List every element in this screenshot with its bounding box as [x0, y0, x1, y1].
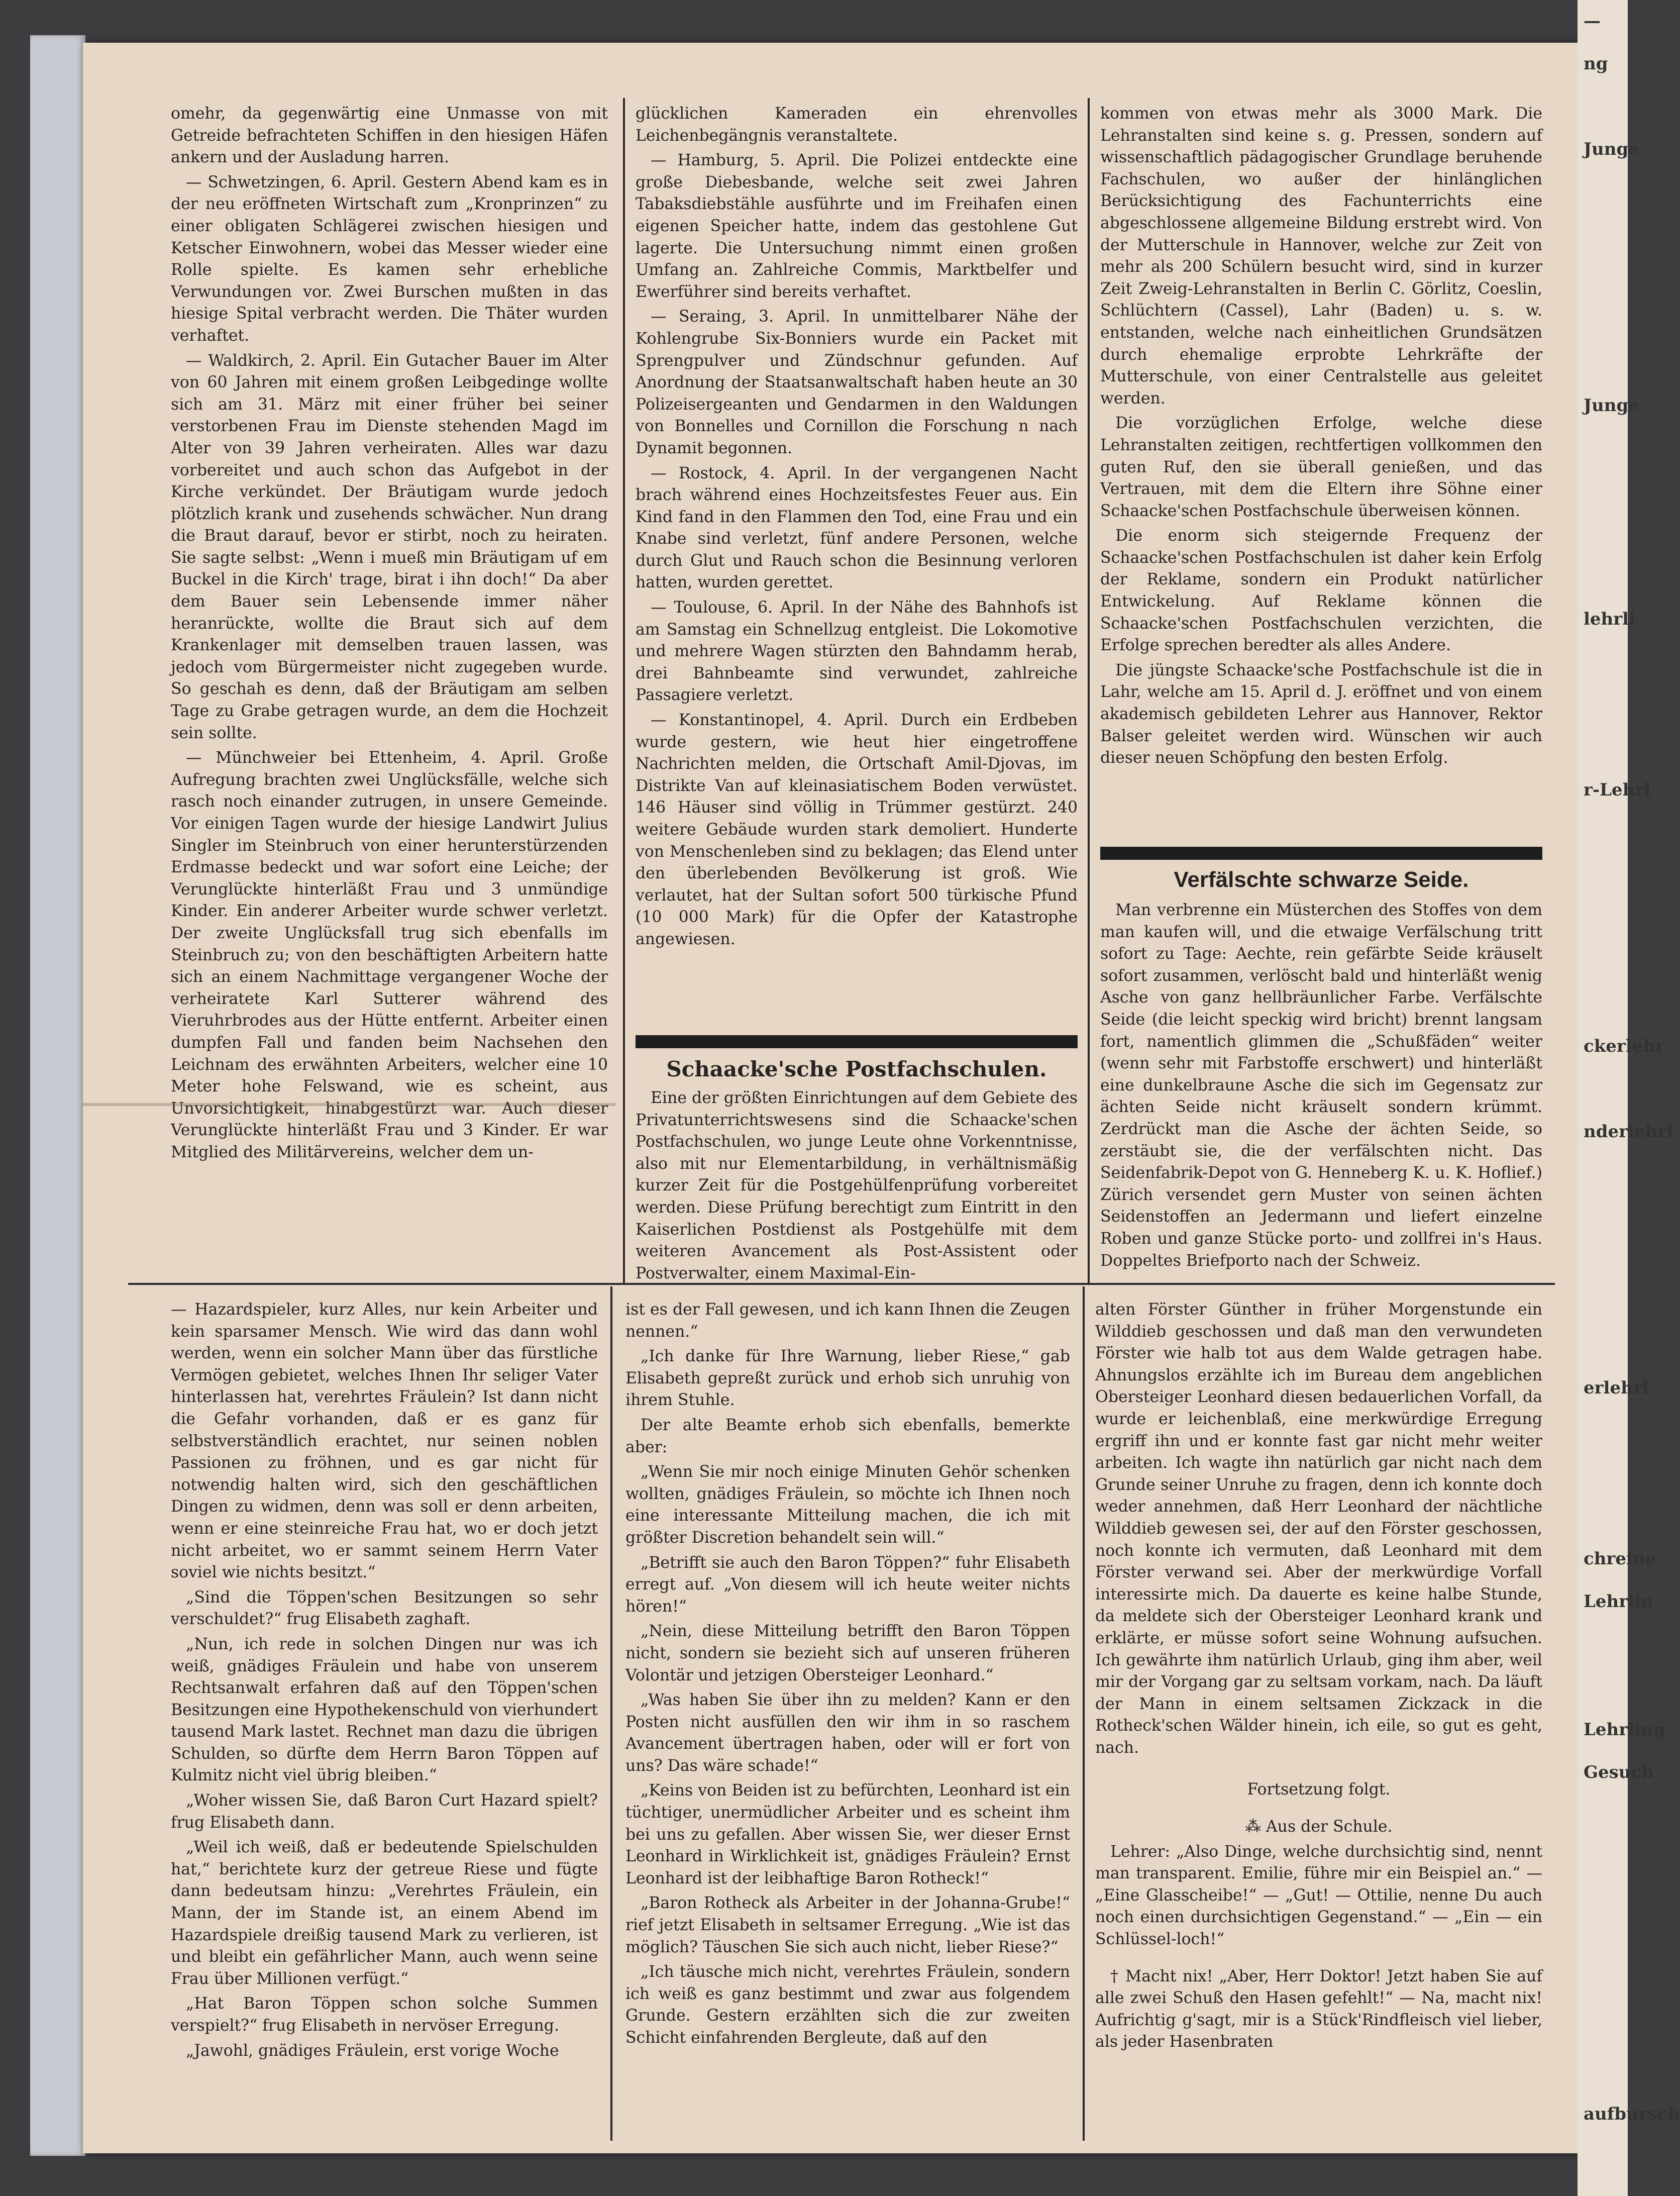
- bottom-right-column: [1095, 1299, 1542, 2056]
- edge-text-fragment: [1584, 854, 1628, 897]
- edge-text-fragment: [1584, 171, 1628, 214]
- edge-text-fragment: [1584, 1068, 1628, 1111]
- story-paragraph: „Weil ich weiß, daß er bedeutende Spielschulden hat,“ berichtete kurz der getreue Riese und fügte dann bedeutsam hinzu: „Verehrtes Fräulein, ein Mann, der im Stande ist, an einem Abend im Hazardspiele dreißig tausend Mark zu verlieren, ist und bleibt ein gefährlicher Mann, auch wenn seine Frau über Millionen verfügt.“: [171, 1838, 598, 1988]
- edge-text-fragment: [1584, 1879, 1628, 1922]
- edge-text-fragment: Junge: [1584, 395, 1639, 416]
- edge-text-fragment: [1584, 1239, 1628, 1281]
- edge-text-fragment: [1584, 1281, 1628, 1324]
- newspaper-page: [83, 43, 1580, 2153]
- article-paragraph: — Toulouse, 6. April. In der Nähe des Bahnhofs ist am Samstag ein Schnellzug entgleist. Die Lokomotive und mehrere Wagen stürzten den Bahndamm herab, drei Bahnbeamte sind verwundet, zahlreiche Passagiere verletzt.: [636, 598, 1078, 705]
- edge-text-fragment: nderlehrl: [1584, 1122, 1673, 1142]
- story-paragraph: „Baron Rotheck als Arbeiter in der Johanna-Grube!“ rief jetzt Elisabeth in seltsamer Erregung. „Wie ist das möglich? Täuschen Sie sich auch nicht, lieber Riese?“: [625, 1894, 1070, 1956]
- story-paragraph: „Sind die Töppen'schen Besitzungen so sehr verschuldet?“ frug Elisabeth zaghaft.: [171, 1588, 598, 1629]
- article-paragraph: — Münchweier bei Ettenheim, 4. April. Große Aufregung brachten zwei Unglücksfälle, welche sich rasch noch einander zutrugen, in unsere Gemeinde. Vor einigen Tagen wurde der hiesige Landwirt Julius Singler im Steinbruch von einer herunterstürzenden Erdmasse bedeckt und war sofort eine Leiche; der Verunglückte hinterläßt Frau und 3 unmündige Kinder. Ein anderer Arbeiter wurde schwer verletzt. Der zweite Unglücksfall trug sich ebenfalls im Steinbruch zu; von den beschäftigten Arbeitern hatte sich an einem Nachmittage vergangener Woche der verheiratete Karl Sutterer während des Vieruhrbrodes aus der Hütte entfernt. Arbeiter einen dumpfen Fall und fanden beim Nachsehen den Leichnam des erwähnten Arbeiters, welcher eine 10 Meter hohe Felswand, wie es scheint, aus Unvorsichtigkeit, hinabgestürzt war. Auch dieser Verunglückte hinterläßt Frau und 3 Kinder. Er war Mitglied des Militärvereins, welcher dem un-: [171, 749, 608, 1161]
- edge-text-fragment: [1584, 1153, 1628, 1196]
- edge-text-fragment: [1584, 470, 1628, 513]
- edge-text-fragment: ng: [1584, 54, 1608, 74]
- edge-text-fragment: aufbursch: [1584, 2104, 1680, 2124]
- article-paragraph: glücklichen Kameraden ein ehrenvolles Leichenbegängnis veranstaltete.: [636, 105, 1078, 145]
- ad-paragraph: Man verbrenne ein Müsterchen des Stoffes von dem man kaufen will, und die etwaige Verfälschung tritt sofort zu Tage: Aechte, rein gefärbte Seide kräuselt sofort zusammen, verlöscht bald und hinterläßt wenig Asche von ganz hellbräunlicher Farbe. Verfälschte Seide (die leicht speckig wird bricht) brennt langsam fort, namentlich glimmen die „Schußfäden“ weiter (wenn sehr mit Farbstoffe erschwert) und hinterläßt eine dunkelbraune Asche die sich im Gegensatz zur ächten Seide nicht kräuselt sondern krümmt. Zerdrückt man die Asche der ächten Seide, so zerstäubt sie, die der verfälschten nicht. Das Seidenfabrik-Depot von G. Henneberg K. u. K. Hoflief.) Zürich versendet gern Muster von seinen ächten Seidenstoffen an Jedermann und liefert einzelne Roben und ganze Stücke porto- und zollfrei in's Haus. Doppeltes Briefporto nach der Schweiz.: [1100, 901, 1542, 1270]
- edge-text-fragment: lehrli: [1584, 609, 1636, 629]
- edge-text-fragment: Gesuch: [1584, 1762, 1654, 1782]
- article-paragraph: kommen von etwas mehr als 3000 Mark. Die Lehranstalten sind keine s. g. Pressen, sondern auf wissenschaftlich pädagogischer Grundlage beruhende Fachschulen, wo außer der hinlänglichen Berücksichtigung des Fachunterrichts eine abgeschlossene allgemeine Bildung erstrebt wird. Von der Mutterschule in Hannover, welche zur Zeit von mehr als 200 Schülern besucht wird, sind in kurzer Zeit Zweig-Lehranstalten in Berlin C. Görlitz, Coeslin, Schlüchtern (Cassel), Lahr (Baden) u. s. w. entstanden, welche nach einheitlichen Grundsätzen durch ehemalige erprobte Lehrkräfte der Mutterschule, von einer Centralstelle aus geleitet werden.: [1100, 105, 1542, 408]
- story-paragraph: „Keins von Beiden ist zu befürchten, Leonhard ist ein tüchtiger, unermüdlicher Arbeiter und es scheint ihm bei uns zu gefallen. Aber wissen Sie, wer dieser Ernst Leonhard in Wirklichkeit ist, gnädiges Fräulein? Ernst Leonhard ist der leibhaftige Baron Rotheck!“: [625, 1781, 1070, 1887]
- edge-text-fragment: r-Lehrl: [1584, 780, 1651, 800]
- story-paragraph: „Jawohl, gnädiges Fräulein, erst vorige Woche: [186, 2041, 559, 2060]
- edge-text-fragment: [1584, 214, 1628, 256]
- story-paragraph: „Wenn Sie mir noch einige Minuten Gehör schenken wollten, gnädiges Fräulein, so möchte ich Ihnen noch eine interessante Mitteilung machen, die ich mit größter Discretion behandelt sein will.“: [625, 1463, 1070, 1547]
- edge-text-fragment: Junge: [1584, 139, 1639, 159]
- edge-text-fragment: [1584, 427, 1628, 470]
- edge-text-fragment: [1584, 256, 1628, 299]
- edge-text-fragment: [1584, 1324, 1628, 1367]
- silk-ad-title: Verfälschte schwarze Seide.: [1174, 867, 1469, 892]
- edge-text-fragment: [1584, 1794, 1628, 1837]
- edge-text-fragment: [1584, 726, 1628, 769]
- story-paragraph: „Hat Baron Töppen schon solche Summen verspielt?“ frug Elisabeth in nervöser Erregung.: [171, 1994, 598, 2035]
- edge-text-fragment: ckerlehr: [1584, 1036, 1664, 1056]
- story-paragraph: alten Förster Günther in früher Morgenstunde ein Wilddieb geschossen und daß man den verwundeten Förster wie halb tot aus dem Walde getragen habe. Ahnungslos erzählte ich im Bureau dem angeblichen Obersteiger Leonhard diesen bedauerlichen Vorfall, da wurde er leichenblaß, eine merkwürdige Erregung ergriff ihn und er konnte fast gar nicht mehr weiter arbeiten. Ich wagte ihn natürlich gar nicht nach dem Grunde seiner Unruhe zu fragen, denn ich konnte doch weder annehmen, daß Herr Leonhard der nächtliche Wilddieb gewesen sei, der auf den Förster geschossen, noch konnte ich vermuten, daß Leonhard mit dem Förster verwand sei. Aber der merkwürdige Vorfall interessirte mich. Da dauerte es keine halbe Stunde, da meldete sich der Obersteiger Leonhard krank und erklärte, er müsse sofort seine Wohnung aufsuchen. Ich gewährte ihm natürlich Urlaub, ging ihm aber, weil mir der Vorgang gar zu seltsam vorkam, nach. Da läuft der Mann in einem seltsamen Zickzack in die Rotheck'schen Wälder hinein, ich eile, so gut es geht, nach.: [1095, 1301, 1542, 1757]
- edge-text-fragment: [1584, 1837, 1628, 1879]
- adjacent-page-edge: [1578, 0, 1680, 2196]
- article-paragraph: — Rostock, 4. April. In der vergangenen Nacht brach während eines Hochzeitsfestes Feuer aus. Ein Kind fand in den Flammen den Tod, eine Frau und ein Knabe sind verletzt, fünf andere Personen, welche durch Glut und Rauch schon die Besinnung verloren hatten, wurden gerettet.: [636, 464, 1078, 592]
- edge-text-fragment: [1584, 1922, 1628, 1965]
- top-middle-column: [636, 103, 1078, 954]
- article-paragraph: — Seraing, 3. April. In unmittelbarer Nähe der Kohlengrube Six-Bonniers wurde ein Packet mit Sprengpulver und Zündschnur gefunden. Auf Anordnung der Staatsanwaltschaft haben heute an 30 Polizeisergeanten und Gendarmen in den Waldungen von Bonnelles und Cornillon die Forschung n nach Dynamit begonnen.: [636, 308, 1078, 457]
- article-paragraph: — Schwetzingen, 6. April. Gestern Abend kam es in der neu eröffneten Wirtschaft zum „Kronprinzen“ zu einer obligaten Schlägerei zwischen hiesigen und Ketscher Einwohnern, wobei das Messer wieder eine Rolle spielte. Es kamen sehr erhebliche Verwundungen vor. Zwei Burschen mußten in das hiesige Spital verbracht werden. Die Thäter wurden verhaftet.: [171, 173, 608, 345]
- edge-text-fragment: [1584, 299, 1628, 342]
- edge-text-fragment: [1584, 1452, 1628, 1495]
- joke-paragraph: Lehrer: „Also Dinge, welche durchsichtig sind, nennt man transparent. Emilie, führe mir ein Beispiel an.“ — „Eine Glasscheibe!“ — „Gut! — Ottilie, nenne Du auch noch einen durchsichtigen Gegenstand.“ — „Ein — ein Schlüssel-loch!“: [1095, 1842, 1542, 1949]
- story-paragraph: — Hazardspieler, kurz Alles, nur kein Arbeiter und kein sparsamer Mensch. Wie wird das dann wohl werden, wenn ein solcher Mann über das fürstliche Vermögen gebietet, welches Ihnen Ihr seliger Vater hinterlassen hat, verehrtes Fräulein? Ist dann nicht die Gefahr vorhanden, daß er es ganz für selbstverständlich erachtet, nur seinen noblen Passionen zu fröhnen, und es gar nicht für notwendig halten wird, sich den geschäftlichen Dingen zu widmen, denn was soll er denn arbeiten, wenn er eine steinreiche Frau hat, wo er doch jetzt nicht arbeitet, wo er sammt seinem Herrn Vater soviel wie nichts besitzt.“: [171, 1301, 598, 1582]
- column-rule-top-2: [1088, 98, 1090, 1284]
- article-paragraph: — Waldkirch, 2. April. Ein Gutacher Bauer im Alter von 60 Jahren mit einem großen Leibgedinge wollte sich am 31. März mit einer früher bei seiner verstorbenen Frau im Dienste stehenden Magd im Alter von 39 Jahren verheiraten. Alles war dazu vorbereitet und auch schon das Aufgebot in der Kirche verkündet. Der Bräutigam wurde jedoch plötzlich krank und zusehends schwächer. Nun drang die Braut darauf, bevor er stirbt, noch zu heiraten. Sie sagte selbst: „Wenn i mueß min Bräutigam uf em Buckel in die Kirch' trage, birat i ihn doch!“ Da aber dem Bauer sein Lebensende immer näher heranrückte, wollte die Braut sich auf dem Krankenlager mit demselben trauen lassen, was jedoch vom Bürgermeister nicht zugegeben wurde. So geschah es denn, daß der Bräutigam am selben Tage zu Grabe getragen wurde, an dem die Hochzeit sein sollte.: [171, 351, 608, 742]
- postfachschulen-article: [636, 1050, 1078, 1287]
- edge-text-fragment: [1584, 683, 1628, 726]
- story-paragraph: „Woher wissen Sie, daß Baron Curt Hazard spielt? frug Elisabeth dann.: [171, 1791, 598, 1832]
- edge-text-fragment: [1584, 85, 1628, 128]
- edge-text-fragment: [1584, 555, 1628, 598]
- book-binding-strip: [30, 35, 85, 2156]
- silk-advertisement: [1100, 859, 1542, 1275]
- bottom-left-column: [171, 1299, 598, 2065]
- edge-text-fragment: [1584, 641, 1628, 683]
- edge-text-fragment: [1584, 940, 1628, 982]
- edge-text-fragment: [1584, 1623, 1628, 1666]
- edge-text-fragment: [1584, 1495, 1628, 1538]
- page-fold-crease: [83, 1103, 615, 1106]
- edge-text-fragment: Lehrlin: [1584, 1591, 1653, 1612]
- column-rule-bottom-1: [610, 1286, 612, 2141]
- article-paragraph: — Hamburg, 5. April. Die Polizei entdeckte eine große Diebesbande, welche seit zwei Jahren Tabaksdiebstähle ausführte und im Freihafen einen eigenen Speicher hatte, indem das gestohlene Gut lagerte. Die Untersuchung nimmt einen großen Umfang an. Zahlreiche Commis, Marktbelfer und Ewerführer sind bereits verhaftet.: [636, 151, 1078, 301]
- edge-text-fragment: [1584, 1196, 1628, 1239]
- article-paragraph: — Konstantinopel, 4. April. Durch ein Erdbeben wurde gestern, wie heut hier eingetroffene Nachrichten melden, die Ortschaft Amil-Djovas, im Distrikte Van auf kleinasiatischem Boden verwüstet. 146 Häuser sind völlig in Trümmer gestürzt. 240 weitere Gebäude wurden stark demoliert. Hunderte von Menschenleben sind zu beklagen; das Elend unter den überlebenden Bevölkerung ist groß. Wie verlautet, hat der Sultan sofort 500 türkische Pfund (10 000 Mark) für die Opfer der Katastrophe angewiesen.: [636, 711, 1078, 948]
- joke-paragraph: † Macht nix! „Aber, Herr Doktor! Jetzt haben Sie auf alle zwei Schuß den Hasen gefehlt!“ — Na, macht nix! Aufrichtig g'sagt, mir is a Stück'Rindfleisch viel lieber, als jeder Hasenbraten: [1095, 1967, 1542, 2051]
- edge-text-fragment: [1584, 812, 1628, 854]
- middle-column-heavy-rule: [636, 1035, 1078, 1048]
- edge-text-fragment: [1584, 2008, 1628, 2050]
- story-paragraph: ist es der Fall gewesen, und ich kann Ihnen die Zeugen nennen.“: [625, 1301, 1070, 1341]
- edge-text-fragment: Lehrling: [1584, 1720, 1665, 1740]
- bottom-middle-column: [625, 1299, 1070, 2052]
- edge-text-fragment: [1584, 342, 1628, 384]
- column-rule-top-1: [623, 98, 625, 1284]
- edge-text-fragment: —: [1584, 11, 1601, 31]
- edge-text-fragment: [1584, 897, 1628, 940]
- edge-text-fragment: [1584, 1965, 1628, 2008]
- article-paragraph: Die jüngste Schaacke'sche Postfachschule ist die in Lahr, welche am 15. April d. J. eröffnet und von einem akademisch gebildeten Lehrer aus Hannover, Rektor Balser geleitet werden wird. Wünschen wir auch dieser neuen Schöpfung den besten Erfolg.: [1100, 661, 1542, 767]
- article-paragraph: Die vorzüglichen Erfolge, welche diese Lehranstalten zeitigen, rechtfertigen vollkommen den guten Ruf, den sie überall genießen, und das Vertrauen, mit dem die Eltern ihre Söhne einer Schaacke'schen Postfachschule überweisen können.: [1100, 414, 1542, 520]
- school-heading: ⁂ Aus der Schule.: [1245, 1818, 1393, 1836]
- column-rule-bottom-2: [1083, 1286, 1085, 2141]
- article-paragraph: Die enorm sich steigernde Frequenz der Schaacke'schen Postfachschulen ist daher kein Erfolg der Reklame, sondern ein Produkt natürlicher Entwickelung. Auf Reklame können die Schaacke'schen Postfachschulen verzichten, die Erfolge sprechen beredter als alles Andere.: [1100, 527, 1542, 655]
- story-paragraph: „Betrifft sie auch den Baron Töppen?“ fuhr Elisabeth erregt auf. „Von diesem will ich heute weiter nichts hören!“: [625, 1553, 1070, 1616]
- story-paragraph: „Ich täusche mich nicht, verehrtes Fräulein, sondern ich weiß es ganz bestimmt und zwar aus folgendem Grunde. Gestern erzählten sich die zur zweiten Schicht einfahrenden Bergleute, daß auf den: [625, 1963, 1070, 2047]
- edge-text-fragment: [1584, 982, 1628, 1025]
- story-paragraph: „Nun, ich rede in solchen Dingen nur was ich weiß, gnädiges Fräulein und habe von unserem Rechtsanwalt erfahren daß auf den Töppen'schen Besitzungen eine Hypothekenschuld von vierhundert tausend Mark lastet. Rechnet man dazu die übrigen Schulden, so dürfte dem Herrn Baron Töppen auf Kulmitz nicht viel übrig bleiben.“: [171, 1635, 598, 1785]
- edge-text-fragment: [1584, 1666, 1628, 1709]
- edge-text-fragment: [1584, 1410, 1628, 1452]
- edge-text-fragment: [1584, 2050, 1628, 2093]
- edge-text-fragment: erlehrl: [1584, 1378, 1649, 1398]
- story-paragraph: „Ich danke für Ihre Warnung, lieber Riese,“ gab Elisabeth gepreßt zurück und erhob sich unruhig von ihrem Stuhle.: [625, 1347, 1070, 1410]
- top-right-column: [1100, 103, 1542, 772]
- article-paragraph: omehr, da gegenwärtig eine Unmasse von mit Getreide befrachteten Schiffen in den hiesigen Häfen ankern und der Ausladung harren.: [171, 105, 608, 167]
- story-paragraph: „Was haben Sie über ihn zu melden? Kann er den Posten nicht ausfüllen den wir ihm in so raschem Avancement übertragen haben, oder will er fort von uns? Das wäre schade!“: [625, 1691, 1070, 1775]
- continuation-note: Fortsetzung folgt.: [1247, 1780, 1391, 1799]
- article-paragraph: Eine der größten Einrichtungen auf dem Gebiete des Privatunterrichtswesens sind die Schaacke'schen Postfachschulen, wo junge Leute ohne Vorkenntnisse, also mit nur Elementarbildung, in verhältnismäßig kurzer Zeit für die Postgehülfenprüfung vorbereitet werden. Diese Prüfung berechtigt zum Eintritt in den Kaiserlichen Postdienst als Postgehülfe mit dem weiteren Avancement als Post-Assistent oder Postverwalter, einem Maximal-Ein-: [636, 1089, 1078, 1282]
- story-paragraph: „Nein, diese Mitteilung betrifft den Baron Töppen nicht, sondern sie bezieht sich auf unseren früheren Volontär und jetzigen Obersteiger Leonhard.“: [625, 1622, 1070, 1684]
- edge-text-fragment: [1584, 513, 1628, 555]
- edge-text-fragment: chreine: [1584, 1549, 1656, 1569]
- story-paragraph: Der alte Beamte erhob sich ebenfalls, bemerkte aber:: [625, 1416, 1070, 1456]
- postfachschulen-title: Schaacke'sche Postfachschulen.: [666, 1057, 1047, 1081]
- right-column-heavy-rule: [1100, 847, 1542, 860]
- top-left-column: [171, 103, 608, 1167]
